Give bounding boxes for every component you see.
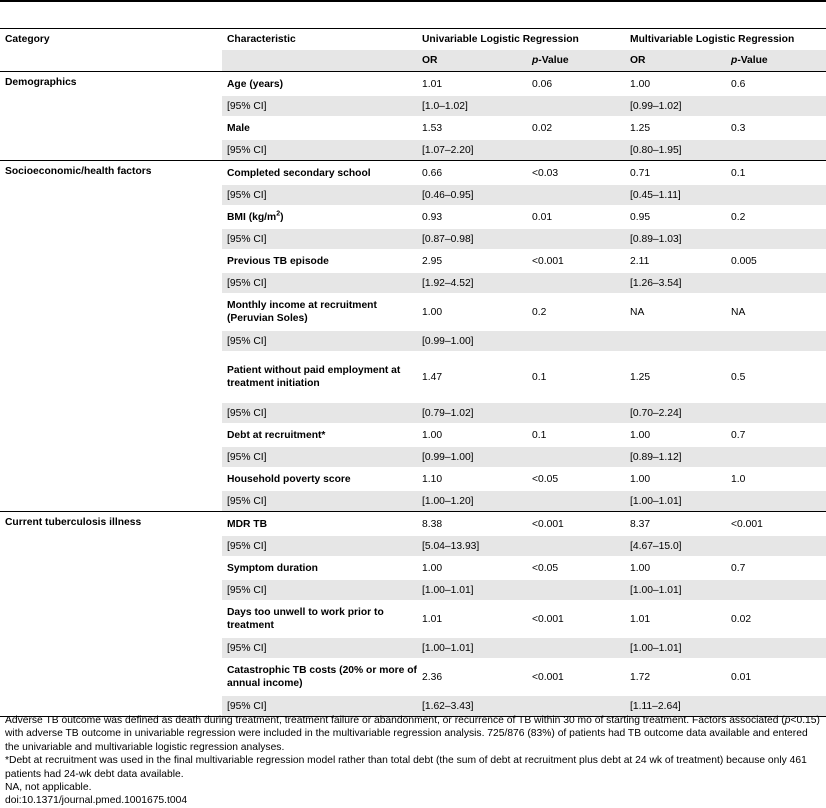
multivariable-or-cell: 1.25	[630, 371, 651, 383]
blank-cell	[726, 273, 826, 293]
ci-label-cell: [95% CI]	[222, 580, 417, 600]
multivariable-p-cell: 0.6	[726, 72, 826, 97]
category-cell	[0, 273, 222, 293]
multivariable-ci-cell	[625, 331, 726, 351]
ci-label-cell: [95% CI]	[222, 185, 417, 205]
ci-row	[0, 580, 826, 600]
table-row	[0, 293, 826, 331]
multivariable-or-header: OR	[625, 50, 726, 72]
univariable-ci-cell: [1.00–1.01]	[417, 580, 527, 600]
multivariable-p-cell: <0.001	[726, 512, 826, 537]
ci-label-cell: [95% CI]	[222, 403, 417, 423]
multivariable-p-cell: 0.2	[731, 211, 746, 223]
multivariable-header: Multivariable Logistic Regression	[625, 29, 826, 51]
category-cell	[0, 229, 222, 249]
blank-cell	[527, 491, 625, 512]
ci-row	[0, 536, 826, 556]
blank-cell	[527, 580, 625, 600]
blank-cell	[527, 140, 625, 161]
category-cell	[0, 205, 222, 229]
category-cell	[0, 580, 222, 600]
univariable-p-header: p-Value	[527, 50, 625, 72]
multivariable-or-cell: NA	[630, 306, 645, 318]
univariable-p-cell: 0.1	[532, 371, 547, 383]
blank-cell	[527, 331, 625, 351]
blank-cell	[726, 447, 826, 467]
univariable-or-header: OR	[417, 50, 527, 72]
category-cell	[0, 491, 222, 512]
blank-cell	[726, 229, 826, 249]
ci-label-cell: [95% CI]	[222, 229, 417, 249]
characteristic-cell: Symptom duration	[227, 562, 318, 574]
table-row	[0, 116, 826, 140]
blank-cell	[527, 229, 625, 249]
category-cell	[0, 116, 222, 140]
blank-cell	[726, 140, 826, 161]
univariable-p-cell: 0.1	[532, 429, 547, 441]
characteristic-cell: Debt at recruitment*	[227, 429, 326, 441]
characteristic-cell: Household poverty score	[227, 473, 351, 485]
multivariable-or-cell: 1.00	[630, 473, 651, 485]
blank-cell	[726, 580, 826, 600]
blank-cell	[726, 638, 826, 658]
univariable-p-cell: 0.02	[532, 122, 553, 134]
category-cell	[0, 467, 222, 491]
table-row	[0, 423, 826, 447]
table-row	[0, 658, 826, 696]
univariable-or-cell: 1.47	[422, 371, 443, 383]
table-row	[0, 72, 826, 97]
multivariable-ci-cell: [1.11–2.64]	[625, 696, 726, 717]
multivariable-ci-cell: [0.89–1.03]	[625, 229, 726, 249]
table-body	[0, 72, 826, 717]
category-cell	[0, 249, 222, 273]
univariable-p-cell: 0.01	[532, 211, 553, 223]
category-cell	[0, 536, 222, 556]
ci-row	[0, 331, 826, 351]
multivariable-ci-cell: [4.67–15.0]	[625, 536, 726, 556]
category-cell: Socioeconomic/health factors	[0, 161, 222, 186]
doi-link[interactable]: doi:10.1371/journal.pmed.1001675.t004	[5, 795, 188, 807]
multivariable-or-cell: 1.00	[630, 562, 651, 574]
univariable-p-cell: <0.001	[532, 671, 564, 683]
univariable-or-cell: 1.10	[422, 473, 443, 485]
univariable-or-cell: 2.95	[422, 255, 443, 267]
multivariable-p-header: p-Value	[726, 50, 826, 72]
ci-row	[0, 403, 826, 423]
ci-label-cell: [95% CI]	[222, 96, 417, 116]
multivariable-p-cell: 0.7	[731, 562, 746, 574]
univariable-p-cell: <0.05	[532, 562, 559, 574]
blank-cell	[726, 96, 826, 116]
blank-header-cell	[222, 50, 417, 72]
multivariable-ci-cell: [0.89–1.12]	[625, 447, 726, 467]
multivariable-ci-cell: [0.45–1.11]	[625, 185, 726, 205]
univariable-p-cell: 0.06	[527, 72, 625, 97]
category-cell	[0, 293, 222, 331]
top-rule	[0, 0, 826, 2]
univariable-ci-cell: [0.46–0.95]	[417, 185, 527, 205]
ci-label-cell: [95% CI]	[222, 273, 417, 293]
blank-cell	[527, 638, 625, 658]
footnote-na: NA, not applicable.	[5, 782, 92, 794]
univariable-or-cell: 1.00	[422, 429, 443, 441]
ci-row	[0, 229, 826, 249]
characteristic-cell: Days too unwell to work prior to treatment	[227, 607, 384, 631]
univariable-or-cell: 1.00	[422, 562, 443, 574]
ci-row	[0, 273, 826, 293]
multivariable-p-cell: 0.005	[731, 255, 757, 267]
blank-cell	[527, 536, 625, 556]
multivariable-or-cell: 1.25	[630, 122, 651, 134]
univariable-ci-cell: [1.00–1.20]	[417, 491, 527, 512]
blank-cell	[527, 447, 625, 467]
category-header: Category	[0, 29, 222, 51]
univariable-ci-cell: [1.00–1.01]	[417, 638, 527, 658]
characteristic-cell: Completed secondary school	[222, 161, 417, 186]
blank-cell	[726, 403, 826, 423]
blank-cell	[726, 536, 826, 556]
characteristic-cell: MDR TB	[222, 512, 417, 537]
characteristic-cell: Patient without paid employment at treatment initiation	[227, 365, 401, 389]
multivariable-or-cell: 2.11	[630, 255, 650, 267]
multivariable-or-cell: 1.01	[630, 613, 651, 625]
category-cell	[0, 403, 222, 423]
table-footnotes	[5, 714, 821, 808]
table-row	[0, 600, 826, 638]
characteristic-cell: Male	[227, 122, 250, 134]
ci-label-cell: [95% CI]	[222, 140, 417, 161]
table-row	[0, 205, 826, 229]
multivariable-p-cell: 0.1	[726, 161, 826, 186]
multivariable-ci-cell: [1.26–3.54]	[625, 273, 726, 293]
multivariable-or-cell: 0.71	[625, 161, 726, 186]
header-row-1	[0, 29, 826, 51]
multivariable-or-cell: 0.95	[630, 211, 651, 223]
univariable-p-cell: <0.05	[532, 473, 559, 485]
characteristic-header: Characteristic	[222, 29, 417, 51]
univariable-p-cell: <0.001	[527, 512, 625, 537]
characteristic-cell: Catastrophic TB costs (20% or more of annual income)	[227, 665, 417, 689]
multivariable-or-cell: 1.72	[630, 671, 651, 683]
multivariable-or-cell: 1.00	[625, 72, 726, 97]
multivariable-or-cell: 8.37	[625, 512, 726, 537]
category-cell	[0, 600, 222, 638]
ci-label-cell: [95% CI]	[222, 696, 417, 717]
univariable-p-cell: <0.001	[532, 255, 564, 267]
table-row	[0, 161, 826, 186]
category-cell	[0, 140, 222, 161]
univariable-p-cell: <0.03	[527, 161, 625, 186]
univariable-p-cell: <0.001	[532, 613, 564, 625]
blank-header-cell	[0, 50, 222, 72]
univariable-or-cell: 0.93	[422, 211, 443, 223]
univariable-or-cell: 2.36	[422, 671, 443, 683]
multivariable-ci-cell: [0.99–1.02]	[625, 96, 726, 116]
univariable-p-cell: 0.2	[532, 306, 547, 318]
ci-label-cell: [95% CI]	[222, 491, 417, 512]
multivariable-p-cell: 0.3	[731, 122, 746, 134]
table-row	[0, 249, 826, 273]
category-cell	[0, 638, 222, 658]
ci-row	[0, 638, 826, 658]
category-cell	[0, 331, 222, 351]
characteristic-cell: Age (years)	[222, 72, 417, 97]
multivariable-p-cell: 0.5	[731, 371, 746, 383]
univariable-ci-cell: [0.99–1.00]	[417, 447, 527, 467]
ci-row	[0, 185, 826, 205]
blank-cell	[726, 331, 826, 351]
multivariable-ci-cell: [1.00–1.01]	[625, 638, 726, 658]
table-row	[0, 467, 826, 491]
category-cell	[0, 556, 222, 580]
ci-row	[0, 140, 826, 161]
footnote-debt: *Debt at recruitment was used in the final multivariable regression model rather than total debt (the sum of debt at recruitment plus debt at 24 wk of treatment) because only 461 patients had 24-wk debt data available.	[5, 755, 807, 780]
multivariable-ci-cell: [0.70–2.24]	[625, 403, 726, 423]
ci-label-cell: [95% CI]	[222, 536, 417, 556]
univariable-or-cell: 1.53	[422, 122, 443, 134]
table-row	[0, 351, 826, 403]
univariable-or-cell: 1.00	[422, 306, 443, 318]
univariable-or-cell: 8.38	[417, 512, 527, 537]
blank-cell	[726, 491, 826, 512]
univariable-ci-cell: [5.04–13.93]	[417, 536, 527, 556]
univariable-ci-cell: [0.87–0.98]	[417, 229, 527, 249]
blank-cell	[726, 185, 826, 205]
regression-table	[0, 28, 826, 717]
category-cell	[0, 447, 222, 467]
table-row	[0, 512, 826, 537]
category-cell: Demographics	[0, 72, 222, 97]
category-cell	[0, 423, 222, 447]
univariable-or-cell: 1.01	[417, 72, 527, 97]
characteristic-cell: Monthly income at recruitment (Peruvian Soles)	[227, 300, 377, 324]
characteristic-cell: Previous TB episode	[227, 255, 329, 267]
univariable-or-cell: 1.01	[422, 613, 443, 625]
univariable-ci-cell: [1.0–1.02]	[417, 96, 527, 116]
blank-cell	[527, 403, 625, 423]
multivariable-p-cell: 1.0	[731, 473, 746, 485]
univariable-header: Univariable Logistic Regression	[417, 29, 625, 51]
header-row-2	[0, 50, 826, 72]
category-cell	[0, 351, 222, 403]
multivariable-or-cell: 1.00	[630, 429, 651, 441]
category-cell	[0, 658, 222, 696]
univariable-ci-cell: [0.99–1.00]	[417, 331, 527, 351]
footnote-definition: Adverse TB outcome was defined as death during treatment, treatment failure or abandonment, or recurrence of TB within 30 mo of starting treatment. Factors associated (p<0.15) with adverse TB outcome in univariable regression were included in the multivariable regression analysis. 725/876 (83%) of patients had TB outcome data available and entered the univariable and multivariable logistic regression analyses.	[5, 715, 820, 753]
multivariable-p-cell: 0.01	[731, 671, 752, 683]
univariable-ci-cell: [1.92–4.52]	[417, 273, 527, 293]
univariable-or-cell: 0.66	[417, 161, 527, 186]
ci-row	[0, 96, 826, 116]
multivariable-ci-cell: [1.00–1.01]	[625, 491, 726, 512]
ci-row	[0, 491, 826, 512]
blank-cell	[527, 273, 625, 293]
blank-cell	[527, 185, 625, 205]
table-row	[0, 556, 826, 580]
category-cell: Current tuberculosis illness	[0, 512, 222, 537]
univariable-ci-cell: [0.79–1.02]	[417, 403, 527, 423]
multivariable-p-cell: NA	[731, 306, 746, 318]
multivariable-ci-cell: [0.80–1.95]	[625, 140, 726, 161]
ci-label-cell: [95% CI]	[222, 447, 417, 467]
multivariable-p-cell: 0.7	[731, 429, 746, 441]
characteristic-cell: BMI $(kg/m^2)$	[227, 210, 284, 223]
ci-label-cell: [95% CI]	[222, 638, 417, 658]
category-cell	[0, 96, 222, 116]
univariable-ci-cell: [1.62–3.43]	[417, 696, 527, 717]
blank-cell	[527, 96, 625, 116]
ci-label-cell: [95% CI]	[222, 331, 417, 351]
univariable-ci-cell: [1.07–2.20]	[417, 140, 527, 161]
multivariable-ci-cell: [1.00–1.01]	[625, 580, 726, 600]
category-cell	[0, 185, 222, 205]
multivariable-p-cell: 0.02	[731, 613, 752, 625]
ci-row	[0, 447, 826, 467]
